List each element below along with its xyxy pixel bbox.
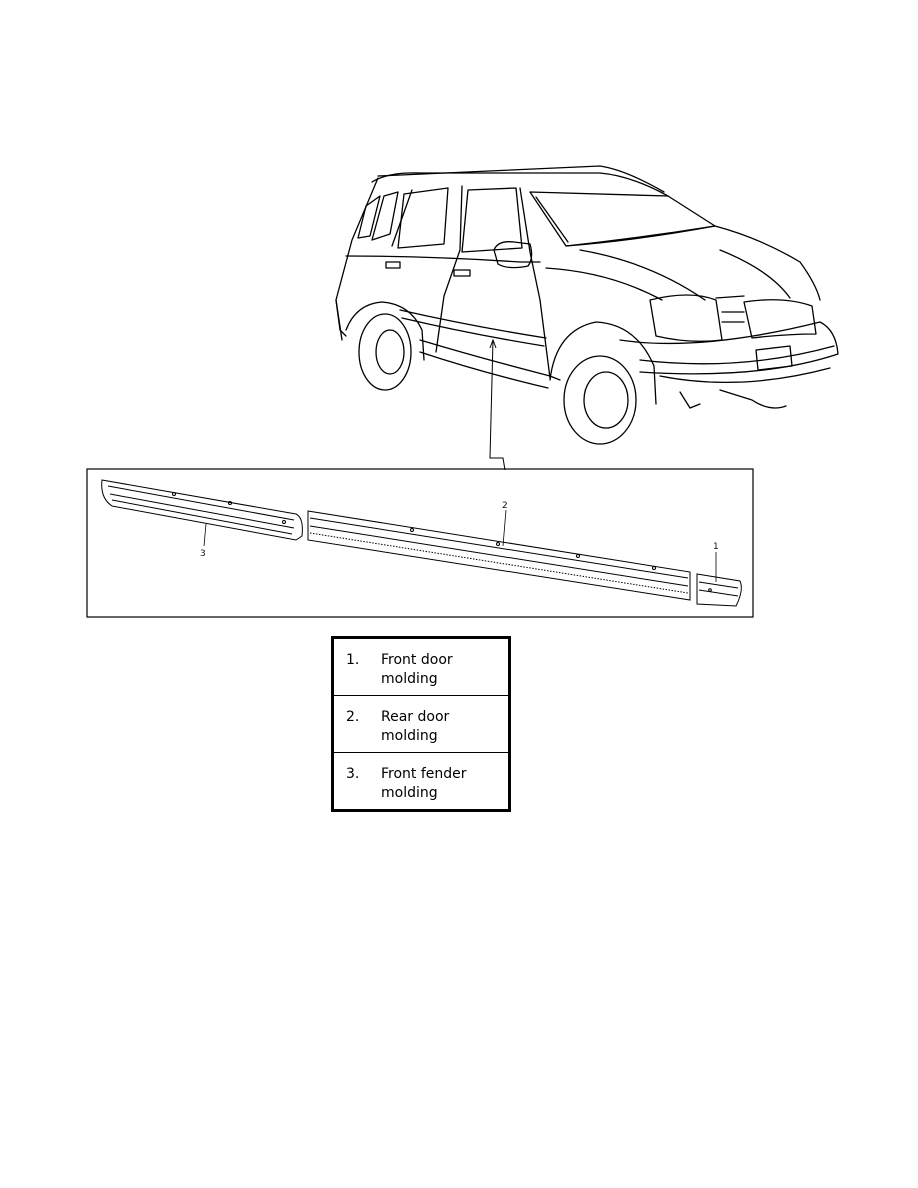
legend-text: Front door molding (381, 652, 453, 687)
detail-leader-line (490, 340, 505, 470)
callout-1: 1 (713, 542, 719, 552)
vehicle-illustration (336, 166, 838, 444)
legend-row (333, 638, 510, 696)
callout-3: 3 (200, 549, 206, 559)
front-fender-molding-part (102, 480, 303, 540)
legend-row (333, 753, 510, 811)
legend-table (331, 636, 511, 812)
callout-2: 2 (502, 501, 508, 511)
front-door-molding-part (697, 574, 741, 606)
legend-number: 1. (346, 652, 360, 668)
legend-text: Front fender molding (381, 766, 467, 801)
legend-number: 3. (346, 766, 360, 782)
callout-leaders (204, 510, 716, 582)
legend-text: Rear door molding (381, 709, 450, 744)
rear-door-molding-part (308, 511, 690, 600)
legend-number: 2. (346, 709, 360, 725)
legend-row (333, 696, 510, 753)
